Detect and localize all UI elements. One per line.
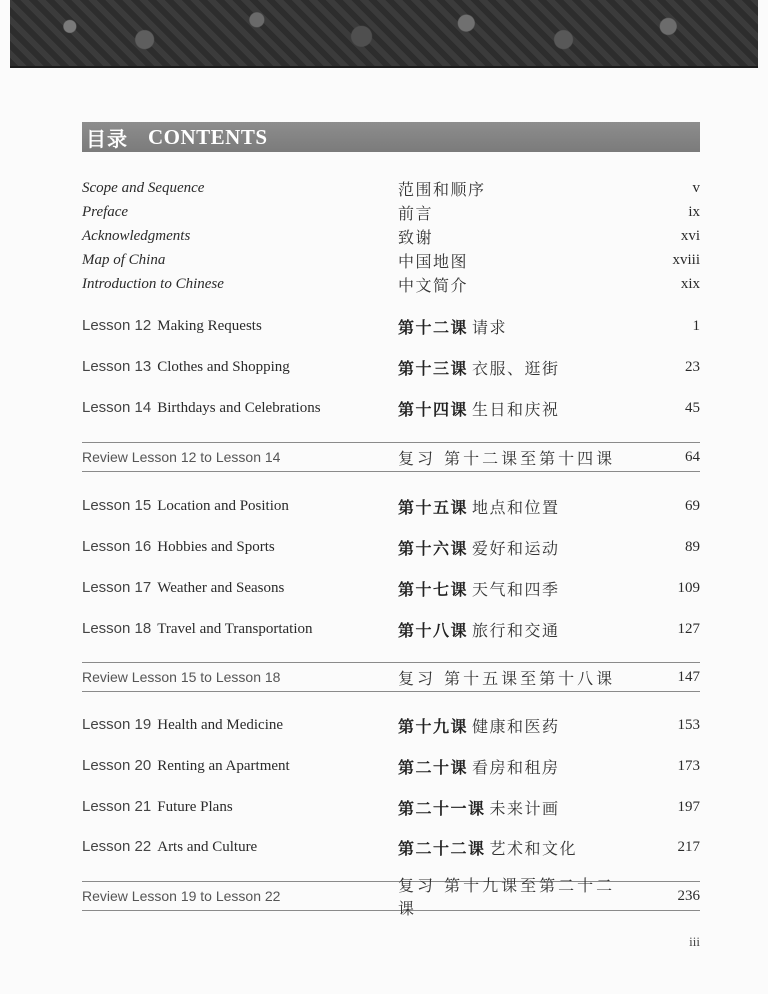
lesson-title-zh: 艺术和文化 [489,838,578,858]
review-title-zh: 复习 第十二课至第十四课 [398,448,616,468]
entry-title-zh: 范围和顺序 [398,179,486,199]
lesson-entry-15[interactable] [82,491,700,521]
toc-entry[interactable] [82,248,700,272]
page-number: iii [689,934,700,949]
review-entry-19-22[interactable] [82,876,700,918]
contents-title-bar [82,122,700,152]
lesson-number: Lesson 19 [82,716,152,733]
lesson-title: Making Requests [157,318,262,334]
lesson-number-zh: 第十七课 [398,579,469,599]
lesson-number-zh: 第十九课 [398,716,469,736]
lesson-number: Lesson 15 [82,497,152,514]
lesson-title: Birthdays and Celebrations [157,400,321,416]
toc-entry[interactable] [82,272,700,296]
lesson-entry-18[interactable] [82,614,700,644]
title-english: CONTENTS [148,124,268,149]
review-title: Review Lesson 12 to Lesson 14 [82,449,281,465]
review-entry-12-14[interactable] [82,442,700,472]
lesson-title: Health and Medicine [157,717,284,733]
lesson-title-zh: 爱好和运动 [472,538,560,558]
lesson-number-zh: 第二十一课 [398,798,486,818]
entry-title-en: Map of China [82,251,166,268]
lesson-page: 197 [677,798,700,815]
lesson-title-zh: 健康和医药 [472,716,560,736]
lesson-page: 45 [685,399,700,416]
lesson-entry-12[interactable] [82,311,700,341]
entry-page: xix [680,275,700,292]
lesson-number-zh: 第十六课 [398,538,469,558]
entry-title-zh: 中国地图 [398,251,469,271]
review-title-zh: 复习 第十九课至第二十二课 [398,876,616,918]
lesson-number: Lesson 12 [82,317,152,334]
review-page: 64 [685,448,700,465]
toc-entry[interactable] [82,200,700,224]
lesson-number: Lesson 16 [82,538,152,555]
entry-title-en: Acknowledgments [82,227,191,244]
lesson-entry-21[interactable] [82,792,700,822]
review-page: 147 [677,668,700,685]
lesson-number: Lesson 13 [82,358,152,375]
review-page: 236 [677,887,700,904]
lesson-page: 89 [685,538,700,555]
entry-page: xviii [672,251,700,268]
lesson-title: Travel and Transportation [157,621,313,637]
lesson-title: Arts and Culture [157,839,258,855]
toc-entry[interactable] [82,224,700,248]
lesson-number: Lesson 17 [82,579,152,596]
lesson-number-zh: 第十四课 [398,399,469,419]
lesson-page: 109 [677,579,700,596]
lesson-title: Location and Position [157,498,289,514]
lesson-entry-16[interactable] [82,532,700,562]
lesson-title-zh: 地点和位置 [472,497,560,517]
lesson-number-zh: 第十八课 [398,620,469,640]
lesson-title-zh: 未来计画 [489,798,560,818]
entry-title-zh: 致谢 [398,227,434,247]
lesson-page: 173 [677,757,700,774]
lesson-entry-20[interactable] [82,751,700,781]
entry-title-en: Preface [82,203,129,220]
lesson-title-zh: 看房和租房 [472,757,560,777]
lesson-page: 127 [677,620,700,637]
lesson-title-zh: 衣服、逛街 [472,358,560,378]
lesson-title-zh: 请求 [472,317,508,337]
lesson-title: Future Plans [157,799,233,815]
lesson-number: Lesson 20 [82,757,152,774]
lesson-number-zh: 第二十课 [398,757,469,777]
lesson-number-zh: 第十五课 [398,497,469,517]
entry-title-zh: 前言 [398,203,434,223]
lesson-entry-14[interactable] [82,393,700,423]
toc-entry[interactable] [82,176,700,200]
lesson-title: Clothes and Shopping [157,359,290,375]
lesson-entry-17[interactable] [82,573,700,603]
entry-title-en: Introduction to Chinese [82,275,224,292]
title-chinese: 目录 [86,126,128,151]
lesson-number: Lesson 21 [82,798,152,815]
lesson-page: 69 [685,497,700,514]
lesson-number-zh: 第十三课 [398,358,469,378]
lesson-entry-22[interactable] [82,832,700,862]
lesson-number: Lesson 18 [82,620,152,637]
lesson-page: 1 [692,317,700,334]
entry-page: ix [688,203,700,220]
lesson-number-zh: 第二十二课 [398,838,486,858]
review-entry-15-18[interactable] [82,662,700,692]
entry-title-en: Scope and Sequence [82,179,205,196]
lesson-title: Renting an Apartment [157,758,290,774]
lesson-page: 23 [685,358,700,375]
lesson-title-zh: 天气和四季 [472,579,560,599]
lesson-page: 153 [677,716,700,733]
lesson-title: Hobbies and Sports [157,539,275,555]
review-title-zh: 复习 第十五课至第十八课 [398,668,616,688]
decorative-banner [10,0,758,68]
lesson-number: Lesson 14 [82,399,152,416]
lesson-title: Weather and Seasons [157,580,285,596]
lesson-number: Lesson 22 [82,838,152,855]
lesson-title-zh: 生日和庆祝 [472,399,560,419]
review-title: Review Lesson 15 to Lesson 18 [82,669,281,685]
lesson-number-zh: 第十二课 [398,317,469,337]
entry-page: v [692,179,700,196]
review-title: Review Lesson 19 to Lesson 22 [82,888,281,904]
lesson-page: 217 [677,838,700,855]
lesson-entry-13[interactable] [82,352,700,382]
entry-title-zh: 中文简介 [398,275,469,295]
lesson-entry-19[interactable] [82,710,700,740]
lesson-title-zh: 旅行和交通 [472,620,560,640]
entry-page: xvi [680,227,700,244]
